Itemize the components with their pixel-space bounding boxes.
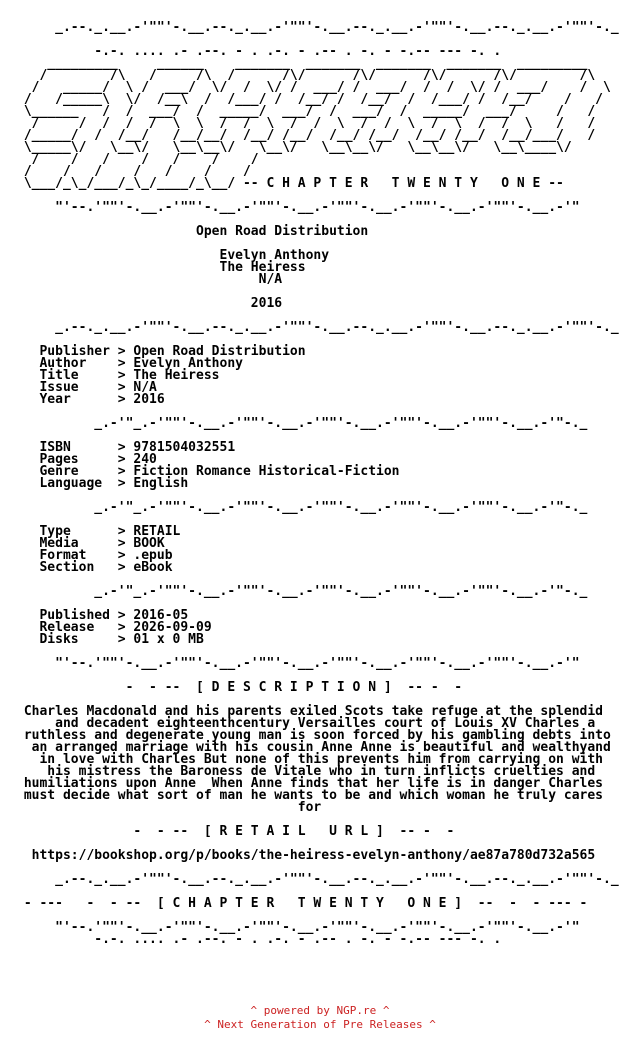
nfo-line: Type > RETAIL [16, 524, 181, 539]
nfo-line: / /_____\ \/ /__\ / /___/ / /__/ / /__/ / /___/ / /__/ / / [16, 92, 603, 107]
nfo-line: Published > 2016-05 [16, 608, 189, 623]
nfo-line: _.-'"_.-'""'-.__.-'""'-.__.-'""'-.__.-'""'-.__.-'""'-.__.-'"-._ [16, 500, 588, 515]
footer-powered-by: ^ powered by NGP.re ^ [250, 1004, 390, 1017]
nfo-line: _________ ______ _______ _______ _______ _______ _________ [16, 56, 588, 71]
nfo-line: /_____/ / /__/ /__/__/ /__/ /__/ /__/ /__/ /__/ /__/ /__/___/ / [16, 128, 596, 143]
nfo-line: - - -- [ R E T A I L U R L ] -- - - [16, 824, 455, 839]
nfo-line: _.--._.__.-'""'-.__.--._.__.-'""'-.__.--._.__.-'""'-.__.--._.__.-'""'-._ [16, 320, 619, 335]
nfo-line: https://bookshop.org/p/books/the-heiress-evelyn-anthony/ae87a780d732a565 [16, 848, 596, 863]
nfo-line: / / / / / \ \ / / \ / / \ / / \ / \ / / \ / / [16, 116, 596, 131]
nfo-line: ISBN > 9781504032551 [16, 440, 236, 455]
nfo-line: / / / / / / / [16, 152, 259, 167]
nfo-line: \_____\/ \__\/ \__\__\/ \__\/ \__\__\/ \__\__\/ \__\____\/ [16, 140, 572, 155]
nfo-line: ruthless and degenerate young man is soon forced by his gambling debts into [16, 728, 611, 743]
nfo-line: _.-'"_.-'""'-.__.-'""'-.__.-'""'-.__.-'""'-.__.-'""'-.__.-'"-._ [16, 416, 588, 431]
nfo-line: Genre > Fiction Romance Historical-Fiction [16, 464, 400, 479]
nfo-line: Open Road Distribution [16, 224, 369, 239]
nfo-line: _.--._.__.-'""'-.__.--._.__.-'""'-.__.--._.__.-'""'-.__.--._.__.-'""'-._ [16, 872, 619, 887]
nfo-line: Release > 2026-09-09 [16, 620, 212, 635]
nfo-line: The Heiress [16, 260, 306, 275]
nfo-line: "'--.'""'-.__.-'""'-.__.-'""'-.__.-'""'-.__.-'""'-.__.-'""'-.__.-'" [16, 656, 580, 671]
nfo-line: _.--._.__.-'""'-.__.--._.__.-'""'-.__.--._.__.-'""'-.__.--._.__.-'""'-._ [16, 20, 619, 35]
nfo-line: and decadent eighteenthcentury Versailles court of Louis XV Charles a [16, 716, 596, 731]
footer-tagline: ^ Next Generation of Pre Releases ^ [204, 1018, 436, 1031]
nfo-line: Section > eBook [16, 560, 173, 575]
nfo-line: 2016 [16, 296, 283, 311]
nfo-line: Charles Macdonald and his parents exiled Scots take refuge at the splendid [16, 704, 603, 719]
nfo-line: Evelyn Anthony [16, 248, 330, 263]
footer [0, 1004, 640, 1032]
nfo-line: Disks > 01 x 0 MB [16, 632, 204, 647]
nfo-line: in love with Charles But none of this prevents him from carrying on with [16, 752, 603, 767]
nfo-line: for [16, 800, 322, 815]
nfo-document [16, 22, 619, 946]
nfo-line: Issue > N/A [16, 380, 157, 395]
nfo-line: - - -- [ D E S C R I P T I O N ] -- - - [16, 680, 463, 695]
nfo-line: must decide what sort of man he wants to be and which woman he truly cares [16, 788, 603, 803]
nfo-line: / /\ / /\ / /\/ /\/ /\/ /\/ /\ [16, 68, 596, 83]
nfo-line: an arranged marriage with his cousin Anne Anne is beautiful and wealthyand [16, 740, 611, 755]
nfo-line: "'--.'""'-.__.-'""'-.__.-'""'-.__.-'""'-.__.-'""'-.__.-'""'-.__.-'" [16, 920, 580, 935]
nfo-line: / / / / / / / [16, 164, 251, 179]
nfo-line: Year > 2016 [16, 392, 165, 407]
nfo-line: -.-. .... .- .--. - . .-. - .-- . -. - -.-- --- -. . [16, 44, 502, 59]
nfo-line: \___/_\_/___/_\_/____/_\__/ -- C H A P T E R T W E N T Y O N E -- [16, 176, 564, 191]
nfo-line: N/A [16, 272, 283, 287]
nfo-line: -.-. .... .- .--. - . .-. - .-- . -. - -.-- --- -. . [16, 932, 502, 947]
nfo-line: / _____/ \ / ___/ \/ / \/ / ___/ / ___/ / / \/ / ___/ / \ [16, 80, 611, 95]
nfo-line: Media > BOOK [16, 536, 165, 551]
nfo-line: Format > .epub [16, 548, 173, 563]
nfo-line: his mistress the Baroness de Vitale who in turn inflicts cruelties and [16, 764, 596, 779]
nfo-line: _.-'"_.-'""'-.__.-'""'-.__.-'""'-.__.-'""'-.__.-'""'-.__.-'"-._ [16, 584, 588, 599]
nfo-line: - --- - - -- [ C H A P T E R T W E N T Y O N E ] -- - - --- - [16, 896, 588, 911]
nfo-line: Title > The Heiress [16, 368, 220, 383]
nfo-line: Pages > 240 [16, 452, 157, 467]
nfo-line: humiliations upon Anne When Anne finds that her life is in danger Charles [16, 776, 603, 791]
nfo-line: \______ / / ___/ / _____/ ___/ / ___/ / _____/ ___/ / / [16, 104, 596, 119]
nfo-line: Author > Evelyn Anthony [16, 356, 243, 371]
nfo-line: Publisher > Open Road Distribution [16, 344, 306, 359]
nfo-line: Language > English [16, 476, 189, 491]
nfo-line: "'--.'""'-.__.-'""'-.__.-'""'-.__.-'""'-.__.-'""'-.__.-'""'-.__.-'" [16, 200, 580, 215]
